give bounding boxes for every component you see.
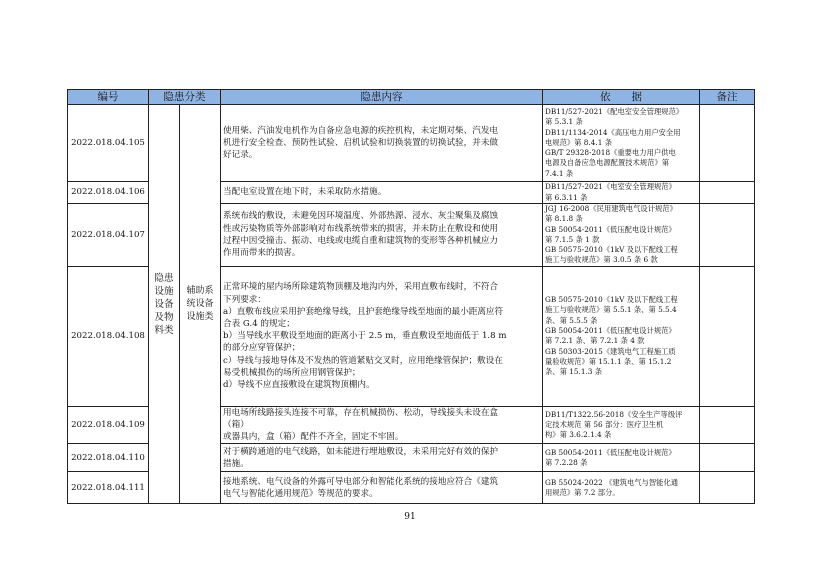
text-line: 电气与智能化通用规范》等规范的要求。 — [223, 488, 378, 499]
text-line: 性或污染物质等外部影响对布线系统带来的损害，并未防止在敷设和使用 — [223, 223, 499, 234]
hazard-content — [221, 444, 543, 472]
text-line: a）直敷布线应采用护套绝缘导线，且护套绝缘导线至地面的最小距离应符 — [223, 306, 504, 317]
hazard-remark — [700, 204, 755, 267]
text-line: 构》第 3.6.2.1.4 条 — [545, 430, 612, 440]
text-line: （箱） — [223, 419, 249, 430]
hazard-code: 2022.018.04.105 — [68, 105, 149, 182]
text-line: DB11/527-2021《配电室安全管理规范》 — [545, 106, 684, 116]
hazard-basis — [543, 472, 700, 504]
header-remark: 备注 — [700, 90, 755, 105]
text-line: 设施类 — [186, 311, 214, 322]
header-basis: 依 据 — [543, 90, 700, 105]
text-line: 机进行安全检查、预防性试验、启机试验和切换装置的切换试验，并未做 — [223, 137, 499, 148]
text-line: 正常环境的屋内场所除建筑物顶棚及地沟内外，采用直敷布线时，不符合 — [223, 282, 499, 293]
hazard-remark — [700, 472, 755, 504]
hazard-remark — [700, 406, 755, 444]
text-line: GB 50303-2015《建筑电气工程施工质 — [545, 346, 676, 356]
text-line: GB 55024-2022 《建筑电气与智能化通 — [545, 477, 679, 487]
hazard-remark — [700, 444, 755, 472]
text-line: 用规范》第 7.2 部分。 — [545, 487, 620, 497]
text-line: 措施。 — [223, 458, 249, 469]
hazard-content — [221, 182, 543, 204]
text-line: 好记录。 — [223, 150, 258, 161]
text-line: GB 50054-2011《低压配电设计规范》 — [545, 325, 676, 335]
text-line: 下列要求： — [223, 294, 266, 305]
text-line: 系统布线的敷设，未避免因环境温度、外部热源、浸水、灰尘聚集及腐蚀 — [223, 211, 499, 222]
text-line: 第 7.2.28 条 — [545, 457, 588, 467]
hazard-basis — [543, 204, 700, 267]
category-sub — [180, 105, 221, 504]
text-line: 第 7.2.1 条、第 7.2.1 条 4 款 — [545, 336, 645, 346]
text-line: DB11/1134-2014《高压电力用户安全用 — [545, 127, 681, 137]
text-line: d）导线不应直接敷设在建筑物顶棚内。 — [223, 379, 375, 390]
text-line: c）导线与接地导体及不发热的管道紧贴交叉时，应用绝缘管保护；敷设在 — [223, 355, 503, 366]
hazard-code: 2022.018.04.108 — [68, 266, 149, 406]
text-line: 定技术规范 第 56 部分：医疗卫生机 — [545, 419, 664, 429]
text-line: 第 7.1.5 条 1 款 — [545, 234, 600, 244]
hazard-basis — [543, 406, 700, 444]
hazard-code: 2022.018.04.110 — [68, 444, 149, 472]
hazard-content — [221, 266, 543, 406]
text-line: GB 50575-2010《1kV 及以下配线工程 — [545, 245, 678, 255]
text-line: 施工与验收规范》第 5.5.1 条、第 5.5.4 — [545, 305, 677, 315]
text-line: 过程中因受撞击、振动、电线或电缆自重和建筑物的变形等各种机械应力 — [223, 235, 499, 246]
hazard-code: 2022.018.04.109 — [68, 406, 149, 444]
text-line: 设施 — [154, 285, 174, 297]
table-header-row — [68, 90, 755, 105]
text-line: 7.4.1 条 — [545, 168, 574, 178]
hazard-code: 2022.018.04.111 — [68, 472, 149, 504]
table-row — [68, 105, 755, 182]
text-line: 隐患 — [154, 272, 174, 284]
hazard-remark — [700, 105, 755, 182]
text-line: DB11/527-2021《电室安全管理规范》 — [545, 182, 676, 192]
hazard-content — [221, 204, 543, 267]
hazard-code: 2022.018.04.107 — [68, 204, 149, 267]
text-line: 合表 G.4 的规定； — [223, 318, 295, 329]
hazard-basis — [543, 444, 700, 472]
text-line: 当配电室设置在地下时，未采取防水措施。 — [223, 187, 387, 198]
hazard-content — [221, 105, 543, 182]
hazard-basis — [543, 266, 700, 406]
text-line: 易受机械损伤的场所应用钢管保护； — [223, 367, 361, 378]
text-line: 电规范》第 8.4.1 条 — [545, 137, 612, 147]
text-line: 量验收规范》第 15.1.1 条、第 15.1.2 — [545, 356, 672, 366]
text-line: 条、第 15.1.3 条 — [545, 367, 603, 377]
hazard-content — [221, 406, 543, 444]
header-category: 隐患分类 — [149, 90, 221, 105]
text-line: 料类 — [154, 324, 174, 336]
text-line: 辅助系 — [186, 285, 214, 296]
text-line: 第 8.1.8 条 — [545, 214, 583, 224]
text-line: 第 6.3.11 条 — [545, 192, 588, 202]
text-line: GB 50054-2011《低压配电设计规范》 — [545, 224, 676, 234]
hazard-remark — [700, 266, 755, 406]
text-line: GB 50054-2011《低压配电设计规范》 — [545, 447, 676, 457]
hazard-basis — [543, 105, 700, 182]
text-line: b）当导线水平敷设至地面的距离小于 2.5 m，垂直敷设至地面低于 1.8 m — [223, 331, 507, 342]
category-main — [149, 105, 180, 504]
text-line: JGJ 16-2008《民用建筑电气设计规范》 — [545, 204, 677, 213]
text-line: GB 50575-2010《1kV 及以下配线工程 — [545, 295, 678, 305]
hazard-table — [67, 89, 755, 504]
text-line: 作用而带来的损害。 — [223, 248, 301, 259]
text-line: 的部分应穿管保护； — [223, 343, 301, 354]
text-line: 条、第 5.5.5 条 — [545, 315, 598, 325]
text-line: 及物 — [154, 311, 174, 323]
text-line: 设备 — [154, 298, 174, 310]
text-line: 对于横跨通道的电气线路，如未能进行埋地敷设，未采用完好有效的保护 — [223, 446, 499, 457]
text-line: 用电场所线路接头连接不可靠，存在机械损伤、松动，导线接头未设在盒 — [223, 407, 499, 418]
text-line: GB/T 29328-2018《重要电力用户供电 — [545, 148, 676, 158]
header-content: 隐患内容 — [221, 90, 543, 105]
text-line: DB11/T1322.56-2018《安全生产等级评 — [545, 409, 683, 419]
page-number: 91 — [404, 512, 416, 522]
text-line: 第 5.3.1 条 — [545, 117, 583, 127]
hazard-content — [221, 472, 543, 504]
hazard-remark — [700, 182, 755, 204]
text-line: 使用柴、汽油发电机作为自备应急电源的疾控机构，未定期对柴、汽发电 — [223, 125, 499, 136]
text-line: 统设备 — [186, 298, 214, 309]
table-body — [68, 105, 755, 504]
text-line: 接地系统、电气设备的外露可导电部分和智能化系统的接地应符合《建筑 — [223, 476, 499, 487]
text-line: 施工与验收规范》第 3.0.5 条 6 款 — [545, 255, 658, 265]
text-line: 电源及自备应急电源配置技术规范》第 — [545, 158, 670, 168]
hazard-basis — [543, 182, 700, 204]
header-code: 编号 — [68, 90, 149, 105]
hazard-code: 2022.018.04.106 — [68, 182, 149, 204]
text-line: 或器具内，盒（箱）配件不齐全，固定不牢固。 — [223, 432, 404, 443]
